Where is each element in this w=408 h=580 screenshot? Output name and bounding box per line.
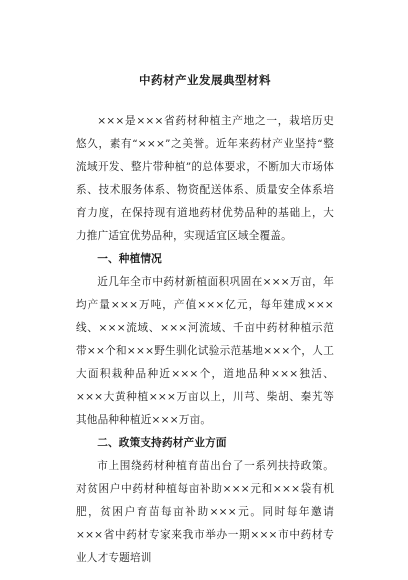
section-1-heading: 一、种植情况 [97,253,162,265]
section-2-paragraph: 市上围绕药材种植育苗出台了一系列扶持政策。对贫困户中药材种植每亩补助×××元和×××袋有机肥，贫困户育苗每亩补助×××元。同时每年邀请×××省中药材专家来我市举办一期×××市中药材专业人才专题培训 [76,460,334,564]
section-2-heading: 二、政策支持药材产业方面 [97,437,227,449]
intro-paragraph: ×××是×××省药材种植主产地之一，栽培历史悠久，素有“×××”之美誉。近年来药材产业坚持“整流域开发、整片带种植”的总体要求，不断加大市场体系、技术服务体系、物资配送体系、质量安全体系培育力度，在保持现有道地药材优势品种的基础上，大力推广适宜优势品种，实现适宜区域全覆盖。 [76,115,334,242]
document-title: 中药材产业发展典型材料 [139,73,271,87]
section-1-paragraph: 近几年全市中药材新植面积巩固在×××万亩，年均产量×××万吨，产值×××亿元，每年建成×××线、×××流域、×××河流域、千亩中药材种植示范带××个和×××野生驯化试验示范基地×××个，人工大面积栽种品种近×××个，道地品种×××独活、×××大黄种植×××万亩以上，川芎、柴胡、秦艽等其他品种种植近×××万亩。 [76,276,334,426]
